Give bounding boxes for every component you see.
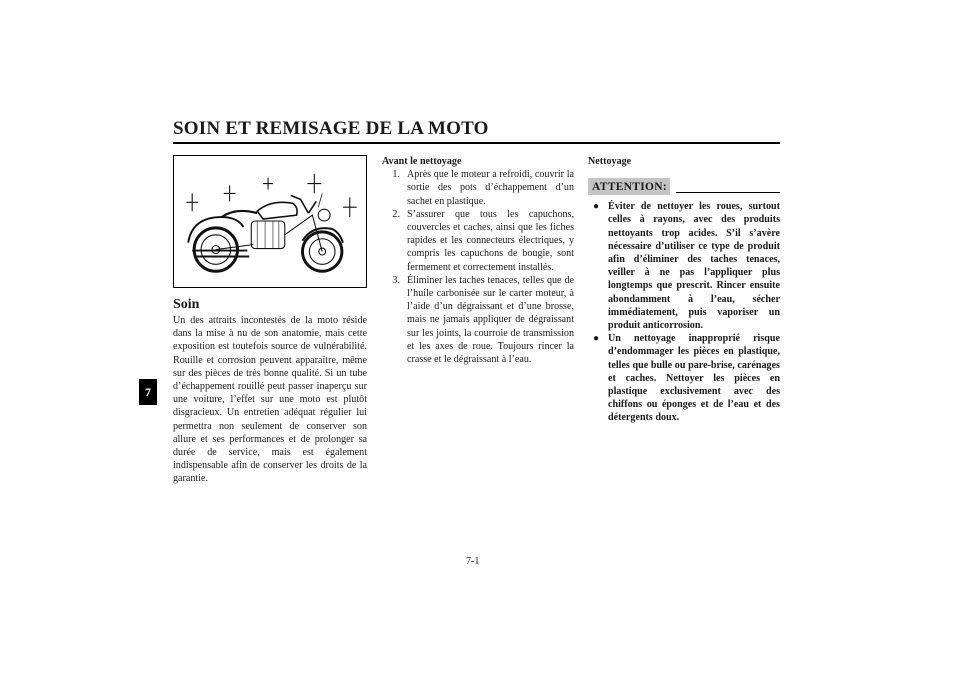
- attention-banner: [588, 178, 780, 195]
- sparkle-icon: [186, 193, 198, 211]
- step-number: 3.: [392, 274, 400, 286]
- list-item: [382, 168, 574, 208]
- attention-rule: [676, 192, 780, 193]
- attention-label: ATTENTION:: [588, 178, 670, 195]
- soin-paragraph: Un des attraits incontestés de la moto réside dans la mise à nu de son anatomie, mais cette exposition est toutefois source de vulnérabilité. Rouille et corrosion peuvent apparaître, même sur des pièces de très bonne qualité. Si un tube d’échappement rouillé peut passer inaperçu sur une voiture, l’effet sur une moto est plutôt disgracieux. Un entretien adéquat régulier lui permettra non seulement de conserver son allure et ses performances et de prolonger sa durée de service, mais est également indispensable afin de conserver les droits de la garantie.: [173, 315, 367, 485]
- bullet-icon: ●: [593, 333, 600, 345]
- list-item: [382, 274, 574, 366]
- step-text: S’assurer que tous les capuchons, couvercles et caches, ainsi que les fiches rapides et les connecteurs électriques, y compris les capuchons de bougie, sont fermement et correctement installés.: [407, 208, 574, 273]
- page-number: 7-1: [466, 556, 480, 567]
- step-number: 1.: [392, 169, 400, 181]
- chapter-tab: 7: [139, 379, 157, 405]
- step-text: Après que le moteur a refroidi, couvrir la sortie des pots d’échappement d’un sachet en plastique.: [407, 169, 574, 207]
- soin-section: [173, 296, 367, 486]
- sparkle-icon: [224, 186, 236, 202]
- list-item: [588, 200, 780, 332]
- nettoyage-heading: Nettoyage: [588, 156, 632, 167]
- motorcycle-drawing: [174, 156, 366, 287]
- caution-list: [588, 200, 780, 424]
- list-item: [588, 332, 780, 424]
- caution-text: Éviter de nettoyer les roues, surtout celles à rayons, avec des produits nettoyants trop acides. S’il s’avère nécessaire d’utiliser ce type de produit afin d’éliminer des taches tenaces, veiller à ne pas l’appliquer plus longtemps que prescrit. Rincer ensuite abondamment à l’eau, sécher immédiatement, puis vaporiser un produit anticorrosion.: [608, 201, 780, 332]
- soin-heading: Soin: [173, 297, 200, 312]
- sparkle-icon: [263, 178, 273, 190]
- nettoyage-section: [588, 155, 780, 425]
- sparkle-icon: [307, 174, 321, 194]
- motorcycle-illustration: [173, 155, 367, 288]
- step-number: 2.: [392, 208, 400, 220]
- bullet-icon: ●: [593, 201, 600, 213]
- list-item: [382, 208, 574, 274]
- sparkle-icon: [343, 197, 357, 217]
- header-rule: [173, 142, 780, 144]
- page-title: SOIN ET REMISAGE DE LA MOTO: [173, 118, 489, 139]
- avant-nettoyage-steps: [382, 168, 574, 366]
- step-text: Éliminer les taches tenaces, telles que de l’huile carbonisée sur le carter moteur, à l’aide d’un dégraissant et d’une brosse, mais ne jamais appliquer de dégraissant sur les joints, la courroie de transmission et les axes de roue. Toujours rincer la crasse et le dégraissant à l’eau.: [407, 274, 574, 366]
- caution-text: Un nettoyage inapproprié risque d’endommager les pièces en plastique, telles que bulle ou pare-brise, carénages et caches. Nettoyer les pièces en plastique exclusivement avec des chiffons ou éponges et de l’eau et des détergents doux.: [608, 333, 780, 424]
- avant-nettoyage-heading: Avant le nettoyage: [382, 156, 462, 167]
- avant-nettoyage-section: [382, 155, 574, 366]
